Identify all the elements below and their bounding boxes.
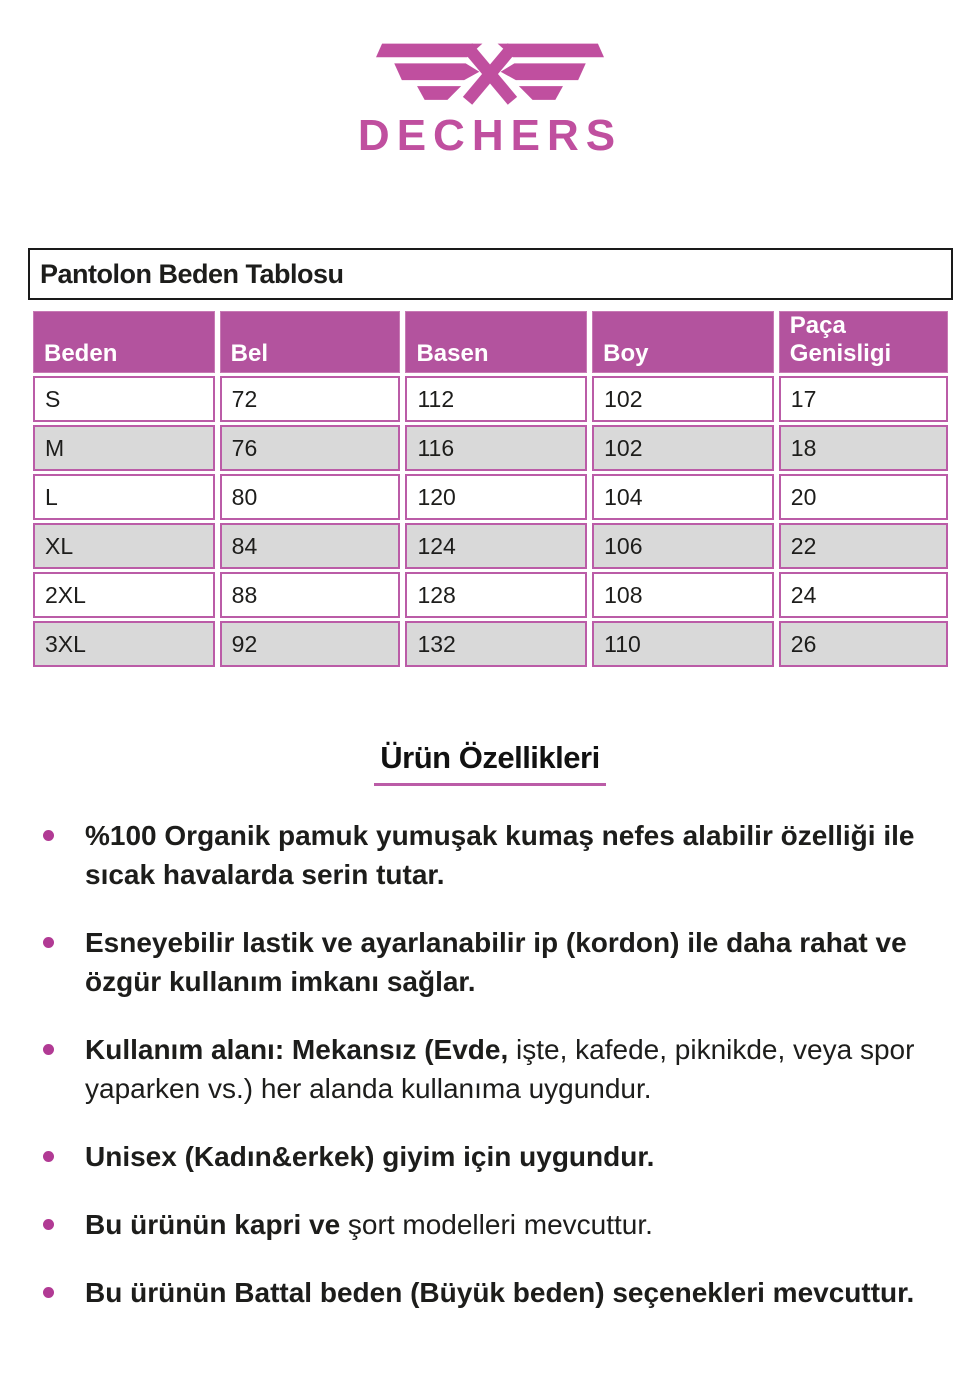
size-table <box>28 308 953 670</box>
table-cell: 88 <box>220 572 401 618</box>
list-item <box>30 816 950 894</box>
table-cell: 106 <box>592 523 774 569</box>
size-table-title: Pantolon Beden Tablosu <box>40 258 344 289</box>
table-cell: 108 <box>592 572 774 618</box>
feature-text-rest: işte, kafede, piknikde, veya spor yaparken vs.) her alanda kullanıma uygundur. <box>85 1034 915 1104</box>
table-cell: 3XL <box>33 621 215 667</box>
table-cell: 17 <box>779 376 948 422</box>
features-section <box>0 740 980 1312</box>
table-cell: 20 <box>779 474 948 520</box>
table-cell: 2XL <box>33 572 215 618</box>
bullet-icon <box>43 937 54 948</box>
feature-text-lead: %100 Organik pamuk yumuşak kumaş nefes alabilir özelliği ile sıcak havalarda serin tutar. <box>85 820 915 890</box>
table-row-3xl <box>33 621 948 667</box>
table-cell: XL <box>33 523 215 569</box>
table-cell: 120 <box>405 474 587 520</box>
list-item <box>30 1273 950 1312</box>
table-row-l <box>33 474 948 520</box>
feature-text-lead: Unisex (Kadın&erkek) giyim için uygundur. <box>85 1141 655 1172</box>
size-table-title-box <box>28 248 953 300</box>
bullet-icon <box>43 1044 54 1055</box>
table-cell: 102 <box>592 376 774 422</box>
table-cell: 84 <box>220 523 401 569</box>
table-row-2xl <box>33 572 948 618</box>
table-cell: S <box>33 376 215 422</box>
feature-list <box>30 816 950 1312</box>
table-cell: 24 <box>779 572 948 618</box>
column-header-bel: Bel <box>220 311 401 373</box>
winged-x-icon <box>0 36 980 112</box>
feature-text-lead: Esneyebilir lastik ve ayarlanabilir ip (kordon) ile daha rahat ve özgür kullanım imkanı sağlar. <box>85 927 907 997</box>
feature-text-lead: Bu ürünün kapri ve <box>85 1209 341 1240</box>
bullet-icon <box>43 1287 54 1298</box>
bullet-icon <box>43 1219 54 1230</box>
table-cell: 112 <box>405 376 587 422</box>
table-cell: 26 <box>779 621 948 667</box>
table-cell: L <box>33 474 215 520</box>
table-cell: 92 <box>220 621 401 667</box>
brand-wordmark: DECHERS <box>357 111 623 160</box>
table-cell: 110 <box>592 621 774 667</box>
column-header-basen: Basen <box>405 311 587 373</box>
size-table-header-row <box>33 311 948 373</box>
list-item <box>30 923 950 1001</box>
bullet-icon <box>43 830 54 841</box>
table-cell: 76 <box>220 425 401 471</box>
table-cell: 18 <box>779 425 948 471</box>
brand-logo <box>0 0 980 158</box>
table-cell: 116 <box>405 425 587 471</box>
table-cell: 128 <box>405 572 587 618</box>
table-cell: 104 <box>592 474 774 520</box>
feature-text-lead: Bu ürünün Battal beden (Büyük beden) seçenekleri mevcuttur. <box>85 1277 915 1308</box>
table-cell: 132 <box>405 621 587 667</box>
list-item <box>30 1205 950 1244</box>
table-cell: 22 <box>779 523 948 569</box>
list-item <box>30 1030 950 1108</box>
list-item <box>30 1137 950 1176</box>
table-cell: 124 <box>405 523 587 569</box>
bullet-icon <box>43 1151 54 1162</box>
table-row-s <box>33 376 948 422</box>
feature-text-lead: Kullanım alanı: Mekansız (Evde, <box>85 1034 509 1065</box>
table-cell: M <box>33 425 215 471</box>
column-header-beden: Beden <box>33 311 215 373</box>
table-cell: 102 <box>592 425 774 471</box>
features-heading: Ürün Özellikleri <box>374 740 605 786</box>
column-header-boy: Boy <box>592 311 774 373</box>
feature-text-rest: şort modelleri mevcuttur. <box>340 1209 653 1240</box>
column-header-paca-genisligi: Paça Genisligi <box>779 311 948 373</box>
table-row-xl <box>33 523 948 569</box>
table-cell: 80 <box>220 474 401 520</box>
table-cell: 72 <box>220 376 401 422</box>
table-row-m <box>33 425 948 471</box>
